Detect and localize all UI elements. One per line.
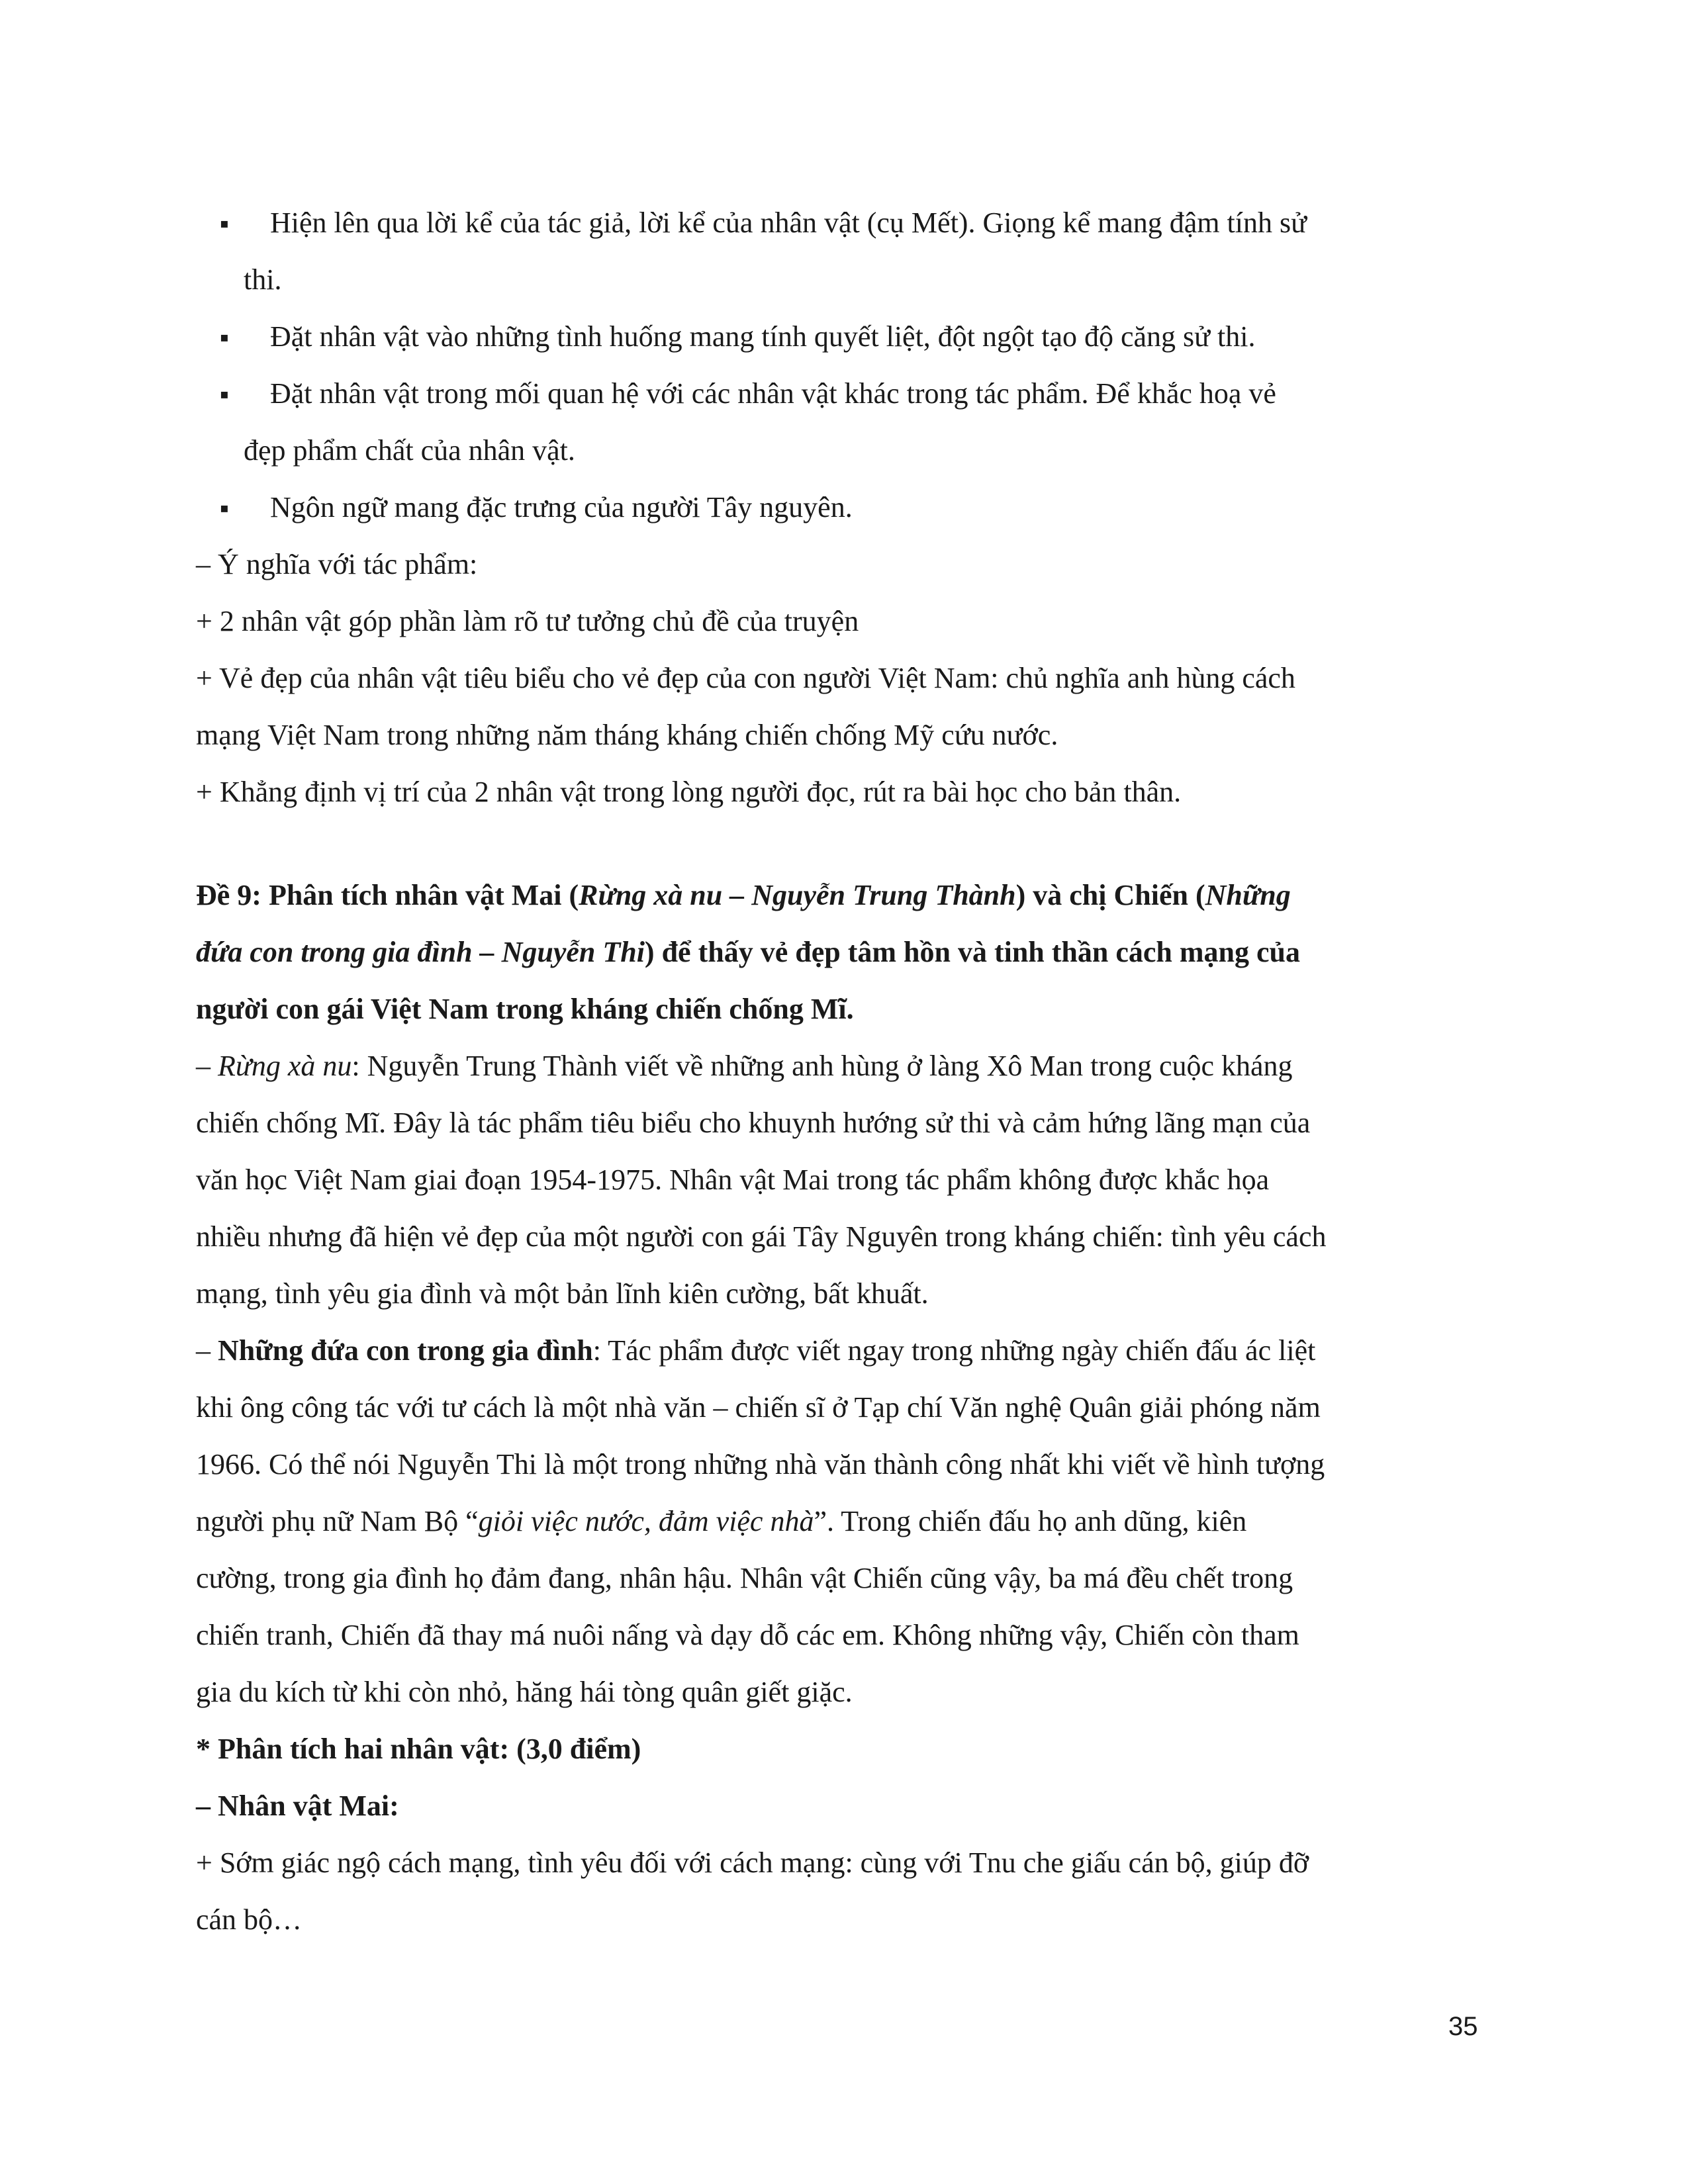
- list-item-text: Hiện lên qua lời kể của tác giả, lời kể của nhân vật (cụ Mết). Giọng kể mang đậm tính sử: [270, 206, 1307, 239]
- list-item: [196, 479, 1493, 536]
- character-point: + Sớm giác ngộ cách mạng, tình yêu đối với cách mạng: cùng với Tnu che giấu cán bộ, giúp đỡ: [196, 1846, 1309, 1879]
- list-item: [196, 365, 1493, 479]
- list-item-text-cont: đẹp phẩm chất của nhân vật.: [244, 434, 575, 467]
- work-title: Những đứa con trong gia đình: [218, 1334, 593, 1367]
- exercise-heading: Đề 9: Phân tích nhân vật Mai (Rừng xà nu – Nguyễn Trung Thành) và chị Chiến (Những đứa con trong gia đình – Nguyễn Thi) để thấy vẻ đẹp tâm hồn và tinh thần cách mạng của người con gái Việt Nam trong kháng chiến chống Mĩ.: [196, 879, 1301, 1025]
- list-item-text-cont: thi.: [244, 263, 282, 296]
- list-item: [196, 195, 1493, 308]
- meaning-point-cont: mạng Việt Nam trong những năm tháng kháng chiến chống Mỹ cứu nước.: [196, 719, 1058, 751]
- page-body: [196, 195, 1493, 1948]
- work-title: Rừng xà nu: [218, 1050, 352, 1082]
- paragraph-rung-xa-nu: – Rừng xà nu: Nguyễn Trung Thành viết về những anh hùng ở làng Xô Man trong cuộc kháng chiến chống Mĩ. Đây là tác phẩm tiêu biểu cho khuynh hướng sử thi và cảm hứng lãng mạn của văn học Việt Nam giai đoạn 1954-1975. Nhân vật Mai trong tác phẩm không được khắc họa nhiều nhưng đã hiện vẻ đẹp của một người con gái Tây Nguyên trong kháng chiến: tình yêu cách mạng, tình yêu gia đình và một bản lĩnh kiên cường, bất khuất.: [196, 1050, 1327, 1310]
- square-bullet-icon: ▪: [220, 386, 229, 402]
- meaning-point: + Khẳng định vị trí của 2 nhân vật trong lòng người đọc, rút ra bài học cho bản thân.: [196, 776, 1182, 808]
- character-heading: – Nhân vật Mai:: [196, 1790, 399, 1822]
- character-point-cont: cán bộ…: [196, 1903, 303, 1936]
- page-number: 35: [1448, 2012, 1478, 2041]
- list-item-text: Đặt nhân vật trong mối quan hệ với các nhân vật khác trong tác phẩm. Để khắc hoạ vẻ: [270, 377, 1276, 410]
- square-bullet-icon: ▪: [220, 500, 229, 516]
- spacer: [196, 821, 1493, 867]
- list-item-text: Ngôn ngữ mang đặc trưng của người Tây nguyên.: [270, 491, 853, 523]
- square-bullet-icon: ▪: [220, 215, 229, 231]
- square-bullet-icon: ▪: [220, 329, 229, 345]
- analysis-heading: * Phân tích hai nhân vật: (3,0 điểm): [196, 1733, 641, 1765]
- list-item-text: Đặt nhân vật vào những tình huống mang tính quyết liệt, đột ngột tạo độ căng sử thi.: [270, 320, 1256, 353]
- meaning-point: + Vẻ đẹp của nhân vật tiêu biểu cho vẻ đẹp của con người Việt Nam: chủ nghĩa anh hùng cách: [196, 662, 1295, 694]
- list-item: [196, 308, 1493, 365]
- meaning-point: + 2 nhân vật góp phần làm rõ tư tưởng chủ đề của truyện: [196, 605, 859, 637]
- paragraph-nhung-dua-con: – Những đứa con trong gia đình: Tác phẩm được viết ngay trong những ngày chiến đấu ác liệt khi ông công tác với tư cách là một nhà văn – chiến sĩ ở Tạp chí Văn nghệ Quân giải phóng năm 1966. Có thể nói Nguyễn Thi là một trong những nhà văn thành công nhất khi viết về hình tượng người phụ nữ Nam Bộ “giỏi việc nước, đảm việc nhà”. Trong chiến đấu họ anh dũng, kiên cường, trong gia đình họ đảm đang, nhân hậu. Nhân vật Chiến cũng vậy, ba má đều chết trong chiến tranh, Chiến đã thay má nuôi nấng và dạy dỗ các em. Không những vậy, Chiến còn tham gia du kích từ khi còn nhỏ, hăng hái tòng quân giết giặc.: [196, 1334, 1325, 1708]
- meaning-heading: – Ý nghĩa với tác phẩm:: [196, 548, 478, 580]
